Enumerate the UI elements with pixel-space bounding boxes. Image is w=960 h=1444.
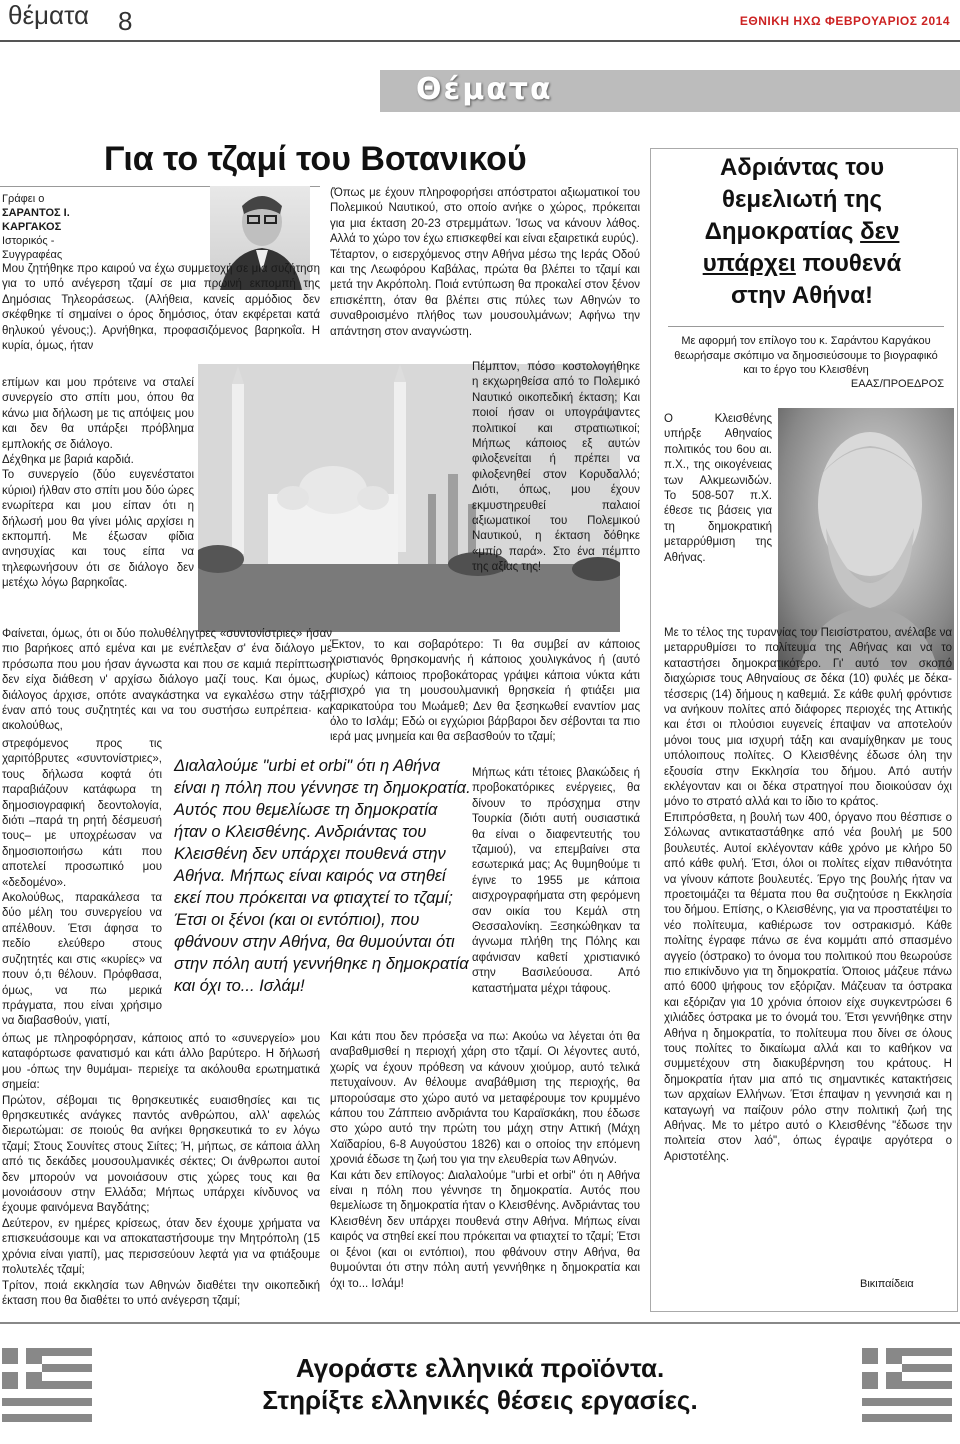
title-line [652,248,952,280]
paragraph: Πέμπτον, πόσο κοστολογήθηκε η εκχωρηθείσα από το Πολεμικό Ναυτικό οικοπεδική έκταση; Και ποιοί ήσαν οι υπογράψαντες πολιτικοί και στρατιωτικοί; Μήπως κάποιος εξ αυτών φιλοξενείται ή πρέπει να φιλοξενηθεί στον Κορυδαλλό; Διότι, όπως, μου έχουν εκμυστηρευθεί παλαιοί αξιωματικοί του Πολεμικού Ναυτικού, η έκταση δόθηκε «μπίρ παρά». Στο ένα πέμπτο της αξίας της! [472,361,640,574]
page-header [0,0,960,44]
article-col1-d [2,627,332,735]
article-col2-a [330,186,640,340]
article-col1-a [2,376,194,592]
byline-prefix: Γράφει ο [2,193,45,205]
pull-quote: Διαλαλούμε "urbi et orbi" ότι η Αθήνα είναι η πόλη που γέννησε τη δημοκρατία. Αυτός που θεμελίωσε τη δημοκρατία ήταν ο Κλεισθένης. Ανδριάντας του Κλεισθένη δεν υπάρχει πουθενά στην Αθήνα. Μήπως είναι καιρός να στηθεί εκεί που πρόκειται να φτιαχτεί το τζαμί; Έτσι οι ξένοι (και οι εντόπιοι), που φθάνουν στην Αθήνα, θα θυμούνται ότι στην πόλη αυτή γεννήθηκε η δημοκρατία και όχι το... Ισλάμ! [174,757,471,995]
title-text: Δημοκρατίας [704,218,861,245]
title-line: Αδριάντας του [719,154,885,181]
paragraph: Και κάτι που δεν πρόσεξα να πω: Ακούω να λέγεται ότι θα αναβαθμισθεί η περιοχή χάρη στο τζαμί. Οι λέγοντες αυτό, χωρίς να έχουν πρόθεση να κάνουν χιούμορ, αυτό τελικά πετυχαίνουν. Αν θέλουμε αναβάθμιση της περιοχής, θα μπορούσαμε στο χώρο αυτό να μεταφέρουμε τον κρυμμένο κάπου του Ζάππειο ανδριάντα του Καραϊσκάκη, που έδωσε στο χώρο αυτό την πρώτη του μάχη στην Αττική (Μάχη Χαϊδαρίου, 6-8 Αυγούστου 1826) και ο οποίος την επόμενη χρονιά έδωσε τη ζωή του για την ελευθερία των Αθηνών. [330,1031,640,1167]
article-col2-d [330,638,640,746]
article-col2-c [472,360,640,576]
banner-text: Θέματα [416,72,553,107]
paragraph: στρεφόμενος προς τις χαριτόβρυτες «συντονίστριες», τους δήλωσα κοφτά ότι παραβιάζουν κατάφωρα τη δημοσιογραφική δεοντολογία, διότι –παρά τη ρητή δέσμευσή τους– με υποχρέωσαν να δημοσιοποιήσω κάτι που αποτελεί προσωπικό μου «δεδομένο». [2,738,162,889]
sidebar-source: Βικιπαίδεια [860,1278,914,1290]
author-role: Ιστορικός - Συγγραφέας [2,235,63,261]
section-label: θέματα [8,0,89,30]
title-line [652,216,952,248]
paragraph: Ακολούθως, παρακάλεσα τα δύο μέλη του συνεργείου να απέλθουν. Έτσι άφησα το πεδίο ελεύθερο στους συζητητές και στις «κυρίες» να πουν ό,τι θέλουν. Πρόφθασα, όμως, να πω μερικά πράγματα, που είναι χρήσιμο να διαβασθούν, γιατί, [2,892,162,1028]
paragraph: Δέχθηκα με βαριά καρδιά. [2,454,134,467]
article-col2-f [330,1030,640,1292]
greek-flag-right-icon [862,1348,952,1422]
title-text: πουθενά [795,250,902,277]
slogan-line: Στηρίξτε ελληνικές θέσεις εργασίες. [262,1385,698,1415]
sidebar-intro: Με αφορμή τον επίλογο του κ. Σαράντου Καργάκου θεωρήσαμε σκόπιμο να δημοσιεύσουμε το βιογραφικό και το έργο του Κλεισθένη [674,335,938,376]
paragraph: Δεύτερον, εν ημέρες κρίσεως, όταν δεν έχουμε χρήματα να επισκευάσουμε και να αποκαταστήσουμε την Μητρόπολη (15 χρόνια είναι γιαπί), μας περισσεύουν λεφτά για να φτιάξουμε πολυτελές τζαμί; [2,1217,320,1277]
footer-divider [0,1322,960,1324]
sidebar-title [652,152,952,312]
title-text-underlined: υπάρχει [702,250,796,277]
sidebar-intro-sign: ΕΑΑΣ/ΠΡΟΕΔΡΟΣ [850,378,944,390]
paragraph: Μου ζητήθηκε προ καιρού να έχω συμμετοχή σε μια συζήτηση για το υπό ανέγερση τζαμί σε μια πρωινή εκπομπή της Δημόσιας Τηλεοράσεως. (Αλήθεια, κανείς αρμόδιος δεν σκέφθηκε τί σημαίνει ο όρος δημόσιος, όταν εκφέρεται κατά θηλυκού γένους;). Αρνήθηκα, προφασιζόμενος βαρηκοΐα. Η κυρία, όμως, ήταν [2,263,320,353]
footer-slogan [170,1352,790,1416]
paragraph: Φαίνεται, όμως, ότι οι δύο πολυθέληγτρες «συντονίστριες» ήσαν πιο βαρήκοες από εμένα και με ενέπλεξαν σ' ένα διάλογο με πρόσωπα που μου ήσαν άγνωστα και που σε καμιά περίπτωση δεν είχα διάθεση ν' αρχίσω διάλογο μαζί τους. Και όμως, ο διάλογος άρχισε, οπότε αναγκάστηκα να εγκαλέσω στην τάξη έναν από τους συζητητές και να του συστήσω ευπρέπεια· και ακολούθως, [2,628,332,733]
paragraph: Το συνεργείο (δύο ευγενέστατοι κύριοι) ήλθαν στο σπίτι μου δύο ώρες ενωρίτερα και μου είπαν ότι η δήλωσή μου θα γίνει μόλις αρχίσει η εκπομπή. Με έξωσαν φίδια ανησυχίας και τους είπα να τηλεφωνήσουν ότι σε διάλογο δεν μετέχω λόγω βαρηκοΐας. [2,469,194,590]
article-col2-e [472,766,640,997]
slogan-line: Αγοράστε ελληνικά προϊόντα. [295,1353,665,1383]
paragraph: Έκτον, το και σοβαρότερο: Τι θα συμβεί αν κάποιος χριστιανός θρησκομανής ή κάποιος χουλιγκάνος ή (αυτό κυρίως) κάποιος προβοκάτορας γράψει κάποια νύκτα κάτι αισχρό για τη μουσουλμανική θρησκεία ή φτιάξει μια καρικατούρα του Μωάμεθ; Δεν θα ξεσηκωθεί εναντίον μας όλο το Ισλάμ; Εδώ οι εγχώριοι βάρβαροι δεν σέβονται τα πιο ιερά μας μνημεία και θα σεβασθούν το τζαμί; [330,639,640,744]
paragraph: Πρώτον, σέβομαι τις θρησκευτικές ευαισθησίες και τις θρησκευτικές ανάγκες παντός ανθρώπου, αλλ' αφελώς διερωτώμαι: σε ποιούς θα ανήκει θρησκευτικά το εν λόγω τζαμί; Στους Σουνίτες στους Σιίτες; Ή, μήπως, σε κάποια άλλη από τις δεκάδες μουσουλμανικές σέκτες; Οι άνθρωποι αυτοί δεν μπορούν να μονοιάσουν στις χώρες τους και θα μονοιάσουν στην Ελλάδα; Μήπως υπάρχει κίνδυνος να έχουμε φαινόμενα Βαγδάτης; [2,1094,320,1215]
paragraph: Ο Κλεισθένης υπήρξε Αθηναίος πολιτικός του 6ου αι. π.Χ., της οικογένειας των Αλκμεωνιδών. Το 508-507 π.Χ. έθεσε τις βάσεις για τη δημοκρατική μεταρρύθμιση της Αθήνας. [664,413,772,564]
byline [2,192,112,262]
sidebar-rule [668,326,944,327]
article-col1-g [2,1032,320,1309]
greek-flag-left-icon [2,1348,92,1422]
article-col1-e [2,737,162,1030]
paragraph: Επιπρόσθετα, η βουλή των 400, όργανο που θέσπισε ο Σόλωνας αντικαταστάθηκε από νέα βουλή με 500 βουλευτές. Αυτοί εκλέγονταν κάθε χρόνο με κλήρο 50 από κάθε φυλή. Έτσι, όλοι οι πολίτες είχαν πιθανότητα να γίνουν κάποτε βουλευτές. Έργο της βουλής ήταν να προετοιμάζει τα θέματα που θα συζητούσε η Εκκλησία του δήμου. Επίσης, ο Κλεισθένης, για να προστατέψει το νέο πολίτευμα, καθιέρωσε τον οστρακισμό. Κάθε πολίτης έγραφε πάνω σε ένα κομμάτι από σπασμένο αγγείο (όστρακο) το όνομα του πολιτικού που θεωρούσε πιο επικίνδυνο για τη δημοκρατία. Όποιος μάζευε πάνω από 6000 ψήφους τον εξόριζαν. Μάζευαν τα όστρακα και εξόριζαν για 10 χρόνια όποιον είχε συγκεντρώσει 6 χιλιάδες όστρακα με το όνομά του. Έτσι γεννήθηκε στην Αθήνα η δημοκρατία, το πολίτευμα που δίνει σε όλους τους πολίτες το δικαίωμα αλλά και το καθήκον να συμμετέχουν στη διακυβέρνηση του κράτους. Η δημοκρατία ήταν μια από τις σημαντικές κατακτήσεις των αρχαίων Ελλήνων. Έτσι έπαψαν η γεννησιά και η καταγωγή να παίζουν ρόλο στην πολιτική ζωή της Αθήνας. Με το μέτρο αυτό ο Κλεισθένης "έδωσε την πολιτεία στον λαό", όπως έγραψε αργότερα ο Αριστοτέλης. [664,811,952,1163]
page-number: 8 [118,6,133,36]
title-text-underlined: δεν [860,218,900,245]
sidebar-bio-a [664,412,772,566]
header-divider [0,40,960,42]
paragraph: Και κάτι δεν επίλογος: Διαλαλούμε "urbi et orbi" ότι η Αθήνα είναι η πόλη που γέννησε τη δημοκρατία. Αυτός που θεμελίωσε τη δημοκρατία ήταν ο Κλεισθένης. Ανδριάντας του Κλεισθένη δεν υπάρχει πουθενά στην Αθήνα. Μήπως είναι καιρός να στηθεί εκεί που πρόκειται να φτιαχτεί το τζαμί; Έτσι οι ξένοι (και οι εντόπιοι), που φθάνουν στην Αθήνα, θα θυμούνται ότι στην πόλη αυτή γεννήθηκε η δημοκρατία και όχι το... Ισλάμ! [330,1169,640,1290]
sidebar-bio-b [664,626,952,1165]
paragraph: Τέταρτον, ο εισερχόμενος στην Αθήνα μέσω της Ιεράς Οδού και της Λεωφόρου Καβάλας, πρώτα θα βλέπει το τζαμί και μετά την Ακρόπολη. Ποιά εντύπωση θα προκαλεί στον ξένον επισκέπτη, όταν θα βλέπει στις πύλες των Αθηνών το συναθροισμένο πλήθος των μουσουλμάνων; Αφήνω την απάντηση στον αναγνώστη. [330,248,640,338]
paragraph: Τρίτον, ποιά εκκλησία των Αθηνών διαθέτει την οικοπεδική έκταση που θα διαθέτει το υπό ανέγερση τζαμί; [2,1279,320,1307]
article-col1-top [2,262,320,354]
author-name: ΣΑΡΑΝΤΟΣ Ι. ΚΑΡΓΑΚΟΣ [2,207,70,233]
paragraph: όπως με πληροφόρησαν, κάποιος από το «συνεργείο» μου καταφόρτωσε φανατισμό και κάτι άλλο βαρύτερο. Η δήλωσή μου -όπως την θυμάμαι- περιείχε τα ακόλουθα ερωτηματικά σημεία: [2,1033,320,1092]
paragraph: επίμων και μου πρότεινε να σταλεί συνεργείο στο σπίτι μου, όπου θα κάνω μια δήλωση με τις απόψεις μου και δεν θα υπάρξει πρόβλημα εμπλοκής σε διάλογο. [2,377,194,451]
title-line: στην Αθήνα! [731,282,873,309]
publication-title: ΕΘΝΙΚΗ ΗΧΩ ΦΕΒΡΟΥΑΡΙΟΣ 2014 [739,14,950,28]
paragraph: Μήπως κάτι τέτοιες βλακώδεις ή προβοκατόρικες ενέργειες, θα δίνουν το πρόσχημα στην Τουρκία (διότι αυτή ουσιαστικά θα είναι ο διαφεντευτής του τζαμιού), να επεμβαίνει στα εσωτερικά μας; Ας θυμηθούμε τι έγινε το 1955 με κάποια αισχρογραφήματα στη φερόμενη σαν οικία του Κεμάλ στη Θεσσαλονίκη. Ξεσηκώθηκαν τα άγνωμα πλήθη της Πόλης και αφάνισαν καθετί χριστιανικό στην Βασιλεύουσα. Από καταστήματα μέχρι τάφους. [472,767,640,995]
section-banner [380,70,960,112]
article-headline: Για το τζαμί του Βοτανικού [104,140,527,178]
paragraph: Με το τέλος της τυραννίας του Πεισίστρατου, ανέλαβε να μεταρρυθμίσει το πολίτευμα της Αθήνας και να το καταστήσει δημοκρατικότερο. Γι' αυτό τον σκοπό διαχώρισε τους Αθηναίους σε δέκα (10) φυλές με δέκα-τέσσερις (14) δήμους η καθεμιά. Σε κάθε φυλή φρόντισε να ανήκουν πολίτες από διάφορες περιοχές της Αττικής και έτσι οι πλούσιοι ευγενείς έπαψαν να αποτελούν μόνοι τους μια ισχυρή τάξη και αναμίχθηκαν με τους υπόλοιπους πολίτες. Ο Κλεισθένης έδωσε όλη την εξουσία στην Εκκλησία του δήμου. Από αυτήν εκλέγονταν και οι δέκα στρατηγοί που διοικούσαν όχι μόνο το στρατό αλλά και το ίδιο το κράτος. [664,627,952,809]
paragraph: (Όπως με έχουν πληροφορήσει απόστρατοι αξιωματικοί του Πολεμικού Ναυτικού, στο οποίο ανήκε ο χώρος, πρόκειται για μια έκταση 20-23 στρεμμάτων. Ίσως να κάνουν λάθος. Αλλά το χώρο τον έχω επισκεφθεί και είναι εξαιρετικά ευρύς). [330,187,640,246]
title-line: θεμελιωτή της [722,186,882,213]
